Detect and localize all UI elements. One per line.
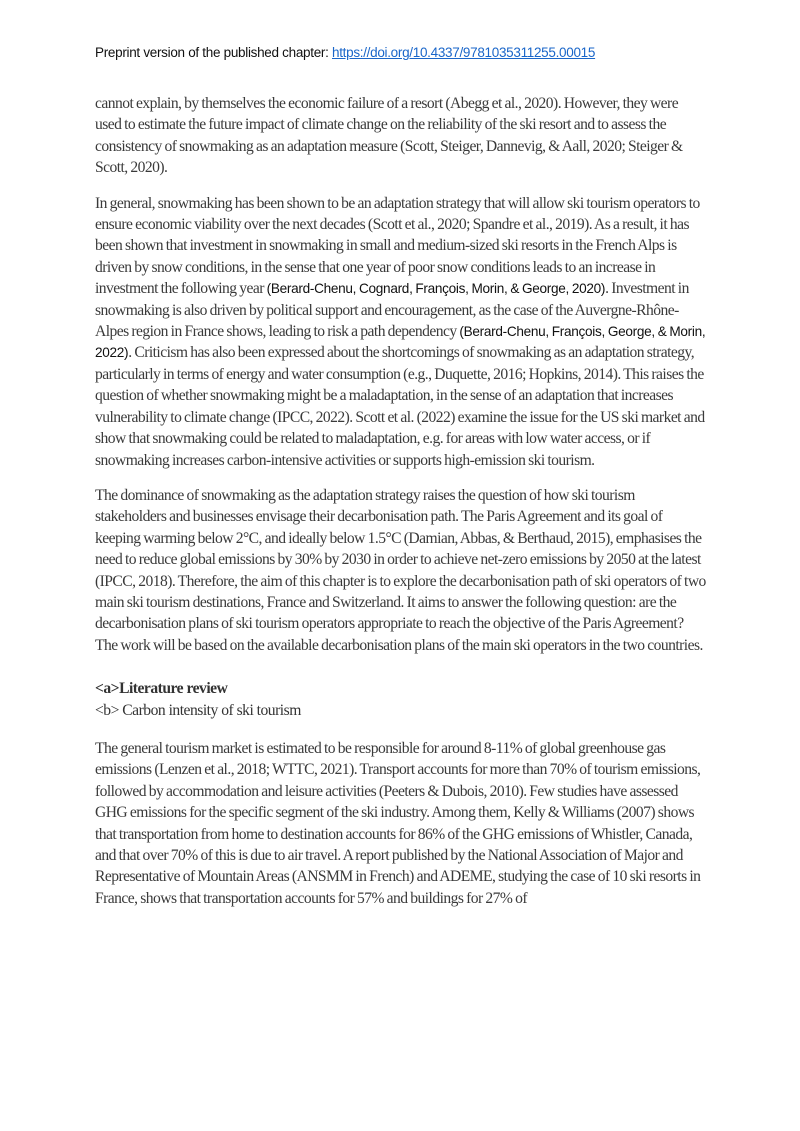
paragraph-2-text-a: In general, snowmaking has been shown to be an adaptation strategy that will allow ski tourism operators to ensure economic viability over the next decades (Scott et al., 2020; Spandre et al., 2019). As a result, it has been shown that investment in snowmaking in small and medium-sized ski resorts in the French Alps is driven by snow conditions, in the sense that one year of poor snow conditions leads to an increase in investment the following year: [95, 194, 700, 298]
paragraph-2-text-b: . Investment in snowmaking is also driven by political support and encouragement, as the case of the Auvergne-Rhône-Alpes region in France shows, leading to risk a path dependency: [95, 280, 689, 341]
paragraph-4: The general tourism market is estimated to be responsible for around 8-11% of global greenhouse gas emissions (Lenzen et al., 2018; WTTC, 2021). Transport accounts for more than 70% of tourism emissions, followed by accommodation and leisure activities (Peeters & Dubois, 2010). Few studies have assessed GHG emissions for the specific segment of the ski industry. Among them, Kelly & Williams (2007) shows that transportation from home to destination accounts for 86% of the GHG emissions of Whistler, Canada, and that over 70% of this is due to air travel. A report published by the National Association of Major and Representative of Mountain Areas (ANSMM in French) and ADEME, studying the case of 10 ski resorts in France, shows that transportation accounts for 57% and buildings for 27% of: [95, 739, 701, 907]
document-body: [95, 93, 707, 923]
paragraph-3: The dominance of snowmaking as the adaptation strategy raises the question of how ski tourism stakeholders and businesses envisage their decarbonisation path. The Paris Agreement and its goal of keeping warming below 2°C, and ideally below 1.5°C (Damian, Abbas, & Berthaud, 2015), emphasises the need to reduce global emissions by 30% by 2030 in order to achieve net-zero emissions by 2050 at the latest (IPCC, 2018). Therefore, the aim of this chapter is to explore the decarbonisation path of ski operators of two main ski tourism destinations, France and Switzerland. It aims to answer the following question: are the decarbonisation plans of ski tourism operators appropriate to reach the objective of the Paris Agreement? The work will be based on the available decarbonisation plans of the main ski operators in the two countries.: [95, 486, 706, 654]
subsection-heading-carbon-intensity: <b> Carbon intensity of ski tourism: [95, 701, 301, 719]
paragraph-2: [95, 193, 707, 471]
paragraph-1: cannot explain, by themselves the economic failure of a resort (Abegg et al., 2020). However, they were used to estimate the future impact of climate change on the reliability of the ski resort and to assess the consistency of snowmaking as an adaptation measure (Scott, Steiger, Dannevig, & Aall, 2020; Steiger & Scott, 2020).: [95, 95, 683, 177]
header-prefix: Preprint version of the published chapter:: [95, 45, 332, 60]
doi-link[interactable]: https://doi.org/10.4337/9781035311255.00015: [332, 45, 596, 60]
section-heading-literature-review: <a>Literature review: [95, 680, 228, 698]
paragraph-2-text-c: . Criticism has also been expressed about the shortcomings of snowmaking as an adaptation strategy, particularly in terms of energy and water consumption (e.g., Duquette, 2016; Hopkins, 2014). This raises the question of whether snowmaking might be a maladaptation, in the sense of an adaptation that increases vulnerability to climate change (IPCC, 2022). Scott et al. (2022) examine the issue for the US ski market and show that snowmaking could be related to maladaptation, e.g. for areas with low water access, or if snowmaking increases carbon-intensive activities or supports high-emission ski tourism.: [95, 344, 705, 469]
citation-berard-chenu-2022: (Berard-Chenu, François, George, & Morin, 2022): [95, 324, 706, 361]
citation-berard-chenu-2020: (Berard-Chenu, Cognard, François, Morin, & George, 2020): [266, 281, 606, 297]
page-header: [95, 45, 595, 60]
